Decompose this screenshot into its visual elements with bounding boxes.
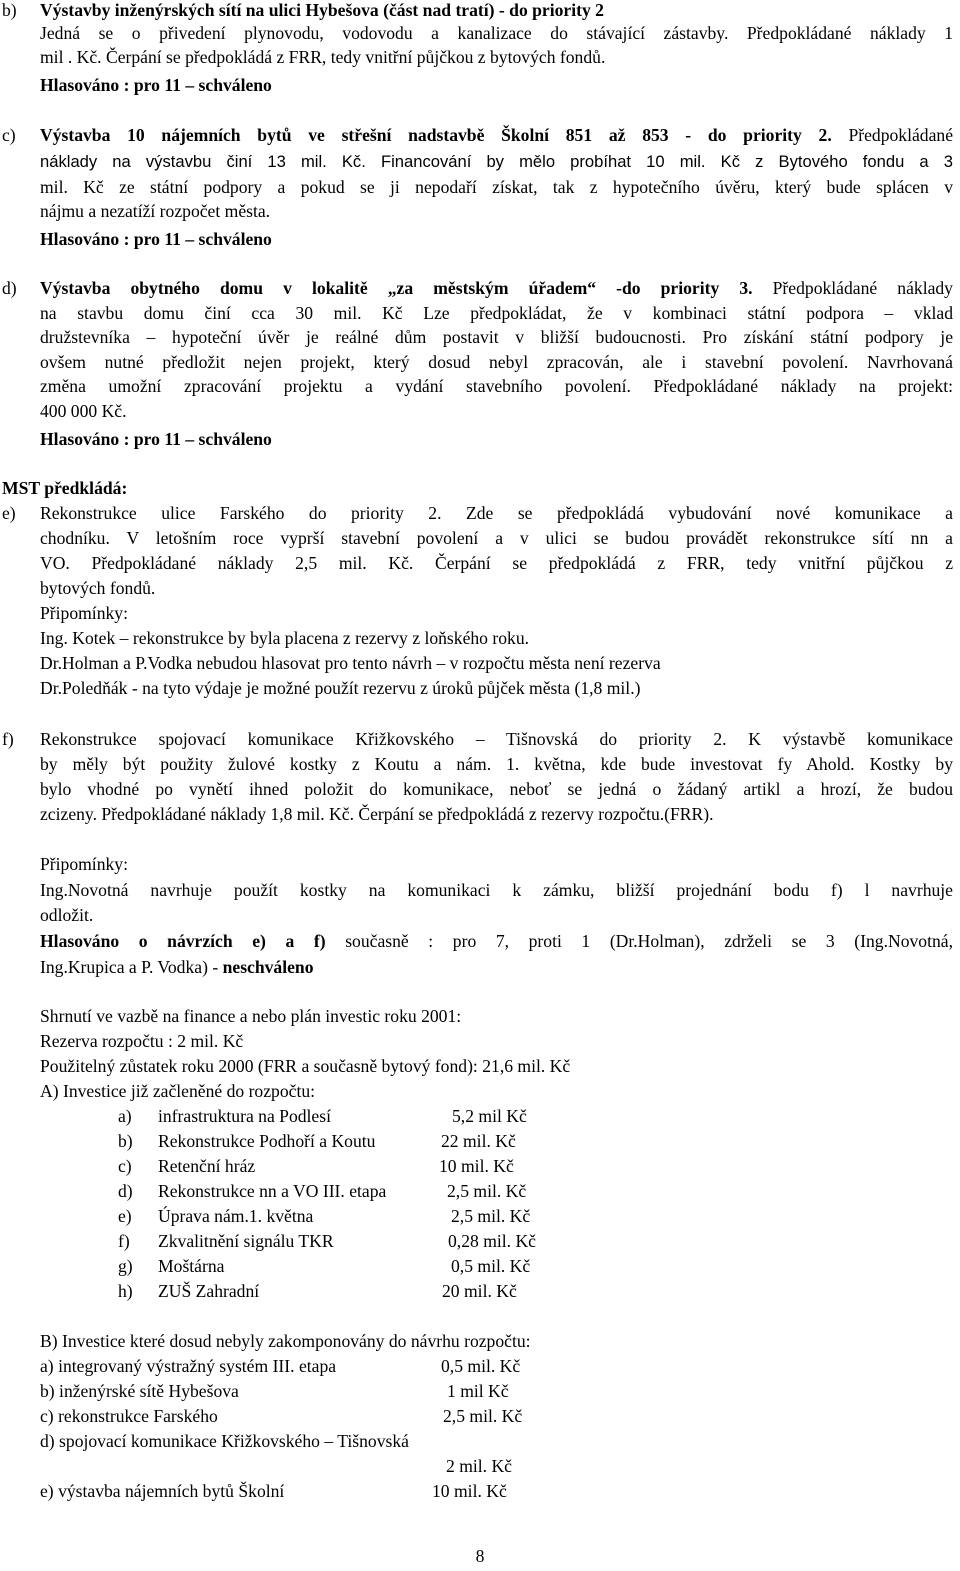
list-item-amount: 0,5 mil. Kč <box>451 1256 531 1276</box>
section-heading: MST předkládá: <box>2 478 128 498</box>
list-item-amount: 10 mil. Kč <box>439 1156 514 1176</box>
vote-result: Hlasováno : pro 11 – schváleno <box>40 229 272 249</box>
list-item-name: infrastruktura na Podlesí <box>158 1106 331 1126</box>
item-b-title: Výstavby inženýrských sítí na ulici Hybešova (část nad tratí) - do priority 2 <box>40 0 604 20</box>
item-label-f: f) <box>2 729 14 749</box>
vote-result: Hlasováno : pro 11 – schváleno <box>40 429 272 449</box>
item-f-title: Rekonstrukce spojovací komunikace Křižkovského – Tišnovská do priority 2. K výstavbě komunikace <box>40 729 953 749</box>
list-a-heading: A) Investice již začleněné do rozpočtu: <box>40 1081 316 1101</box>
list-item-name: Rekonstrukce Podhoří a Koutu <box>158 1131 376 1151</box>
text-line: chodníku. V letošním roce vyprší stavební povolení a v ulici se budou provádět rekonstrukce sítí nn a <box>40 528 953 548</box>
text-line: družstevníka – hypoteční úvěr je reálné dům postavit v bližší budoucnosti. Pro získání státní podpory je <box>40 327 953 347</box>
item-label-e: e) <box>2 503 16 523</box>
list-item-name: e) výstavba nájemních bytů Školní <box>40 1481 285 1501</box>
text-line: mil . Kč. Čerpání se předpokládá z FRR, tedy vnitřní půjčkou z bytových fondů. <box>40 47 606 67</box>
text-line: 400 000 Kč. <box>40 401 127 421</box>
list-item-letter: a) <box>118 1106 132 1126</box>
item-label-b: b) <box>2 0 17 20</box>
list-item-amount: 5,2 mil Kč <box>452 1106 527 1126</box>
text-line: bylo vhodné po vynětí ihned položit do komunikace, neboť se jedná o žádaný artikl a hrozí, že budou <box>40 779 953 799</box>
list-item-letter: f) <box>118 1231 130 1251</box>
item-e-title: Rekonstrukce ulice Farského do priority 2. Zde se předpokládá vybudování nové komunikace a <box>40 503 953 523</box>
list-item-amount: 10 mil. Kč <box>432 1481 507 1501</box>
list-item-letter: c) <box>118 1156 132 1176</box>
list-item-amount: 22 mil. Kč <box>441 1131 516 1151</box>
list-item-letter: d) <box>118 1181 133 1201</box>
text-line: zcizeny. Předpokládané náklady 1,8 mil. Kč. Čerpání se předpokládá z rezervy rozpočtu.(FRR). <box>40 804 714 824</box>
text-line: náklady na výstavbu činí 13 mil. Kč. Financování by mělo probíhat 10 mil. Kč z Bytového fondu a 3 <box>40 152 953 171</box>
text-line: na stavbu domu činí cca 30 mil. Kč Lze předpokládat, že v kombinaci státní podpora – vklad <box>40 303 953 323</box>
list-item-name: ZUŠ Zahradní <box>158 1281 260 1301</box>
page-number: 8 <box>475 1546 485 1566</box>
item-label-d: d) <box>2 278 17 298</box>
summary-line: Rezerva rozpočtu : 2 mil. Kč <box>40 1031 244 1051</box>
text-line: nájmu a nezatíží rozpočet města. <box>40 201 271 221</box>
text-line: ovšem nutné předložit nejen projekt, který dosud nebyl zpracován, ale i stavební povolení. Navrhovaná <box>40 352 953 372</box>
list-item-name: Moštárna <box>158 1256 225 1276</box>
vote-result: Hlasováno o návrzích e) a f) současně : pro 7, proti 1 (Dr.Holman), zdrželi se 3 (Ing.Novotná, <box>40 931 953 951</box>
text-line: změna umožní zpracování projektu a vydání stavebního povolení. Předpokládané náklady na projekt: <box>40 376 953 396</box>
summary-line: Použitelný zůstatek roku 2000 (FRR a současně bytový fond): 21,6 mil. Kč <box>40 1056 571 1076</box>
list-item-amount: 2,5 mil. Kč <box>447 1181 527 1201</box>
comments-heading: Připomínky: <box>40 854 128 874</box>
comment: Ing. Kotek – rekonstrukce by byla placena z rezervy z loňského roku. <box>40 628 530 648</box>
text-line: VO. Předpokládané náklady 2,5 mil. Kč. Čerpání se předpokládá z FRR, tedy vnitřní půjčkou z <box>40 553 953 573</box>
list-b-heading: B) Investice které dosud nebyly zakomponovány do návrhu rozpočtu: <box>40 1331 531 1351</box>
vote-result-continued: Ing.Krupica a P. Vodka) - neschváleno <box>40 957 314 977</box>
comment: Dr.Poledňák - na tyto výdaje je možné použít rezervu z úroků půjček města (1,8 mil.) <box>40 678 641 698</box>
list-item-name: Rekonstrukce nn a VO III. etapa <box>158 1181 387 1201</box>
list-item-name: a) integrovaný výstražný systém III. etapa <box>40 1356 337 1376</box>
list-item-name: Zkvalitnění signálu TKR <box>158 1231 334 1251</box>
list-item-name: Retenční hráz <box>158 1156 256 1176</box>
item-d-title: Výstavba obytného domu v lokalitě „za městským úřadem“ -do priority 3. Předpokládané náklady <box>40 278 953 298</box>
text-line: Jedná se o přivedení plynovodu, vodovodu a kanalizace do stávající zástavby. Předpokládané náklady 1 <box>40 23 953 43</box>
list-item-name: c) rekonstrukce Farského <box>40 1406 218 1426</box>
list-item-amount: 2,5 mil. Kč <box>443 1406 523 1426</box>
text-line: bytových fondů. <box>40 578 156 598</box>
item-label-c: c) <box>2 125 16 145</box>
list-item-letter: b) <box>118 1131 133 1151</box>
list-item-amount: 2 mil. Kč <box>446 1456 512 1476</box>
list-item-name: Úprava nám.1. května <box>158 1206 314 1226</box>
list-item-letter: e) <box>118 1206 132 1226</box>
list-item-name: b) inženýrské sítě Hybešova <box>40 1381 239 1401</box>
comment: odložit. <box>40 905 94 925</box>
vote-result: Hlasováno : pro 11 – schváleno <box>40 75 272 95</box>
comments-heading: Připomínky: <box>40 603 128 623</box>
summary-heading: Shrnutí ve vazbě na finance a nebo plán investic roku 2001: <box>40 1006 462 1026</box>
text-line: by měly být použity žulové kostky z Koutu a nám. 1. května, kde bude investovat fy Ahold. Kostky by <box>40 754 953 774</box>
list-item-letter: h) <box>118 1281 133 1301</box>
list-item-letter: g) <box>118 1256 133 1276</box>
list-item-amount: 1 mil Kč <box>447 1381 509 1401</box>
comment: Dr.Holman a P.Vodka nebudou hlasovat pro tento návrh – v rozpočtu města není rezerva <box>40 653 661 673</box>
list-item-amount: 0,28 mil. Kč <box>448 1231 536 1251</box>
list-item-amount: 20 mil. Kč <box>442 1281 517 1301</box>
text-line: mil. Kč ze státní podpory a pokud se ji nepodaří získat, tak z hypotečního úvěru, který bude splácen v <box>40 177 953 197</box>
item-c-title: Výstavba 10 nájemních bytů ve střešní nadstavbě Školní 851 až 853 - do priority 2. Předpokládané <box>40 125 954 145</box>
list-item-name: d) spojovací komunikace Křižkovského – Tišnovská <box>40 1431 409 1451</box>
list-item-amount: 2,5 mil. Kč <box>451 1206 531 1226</box>
list-item-amount: 0,5 mil. Kč <box>441 1356 521 1376</box>
comment: Ing.Novotná navrhuje použít kostky na komunikaci k zámku, bližší projednání bodu f) l navrhuje <box>40 880 953 900</box>
